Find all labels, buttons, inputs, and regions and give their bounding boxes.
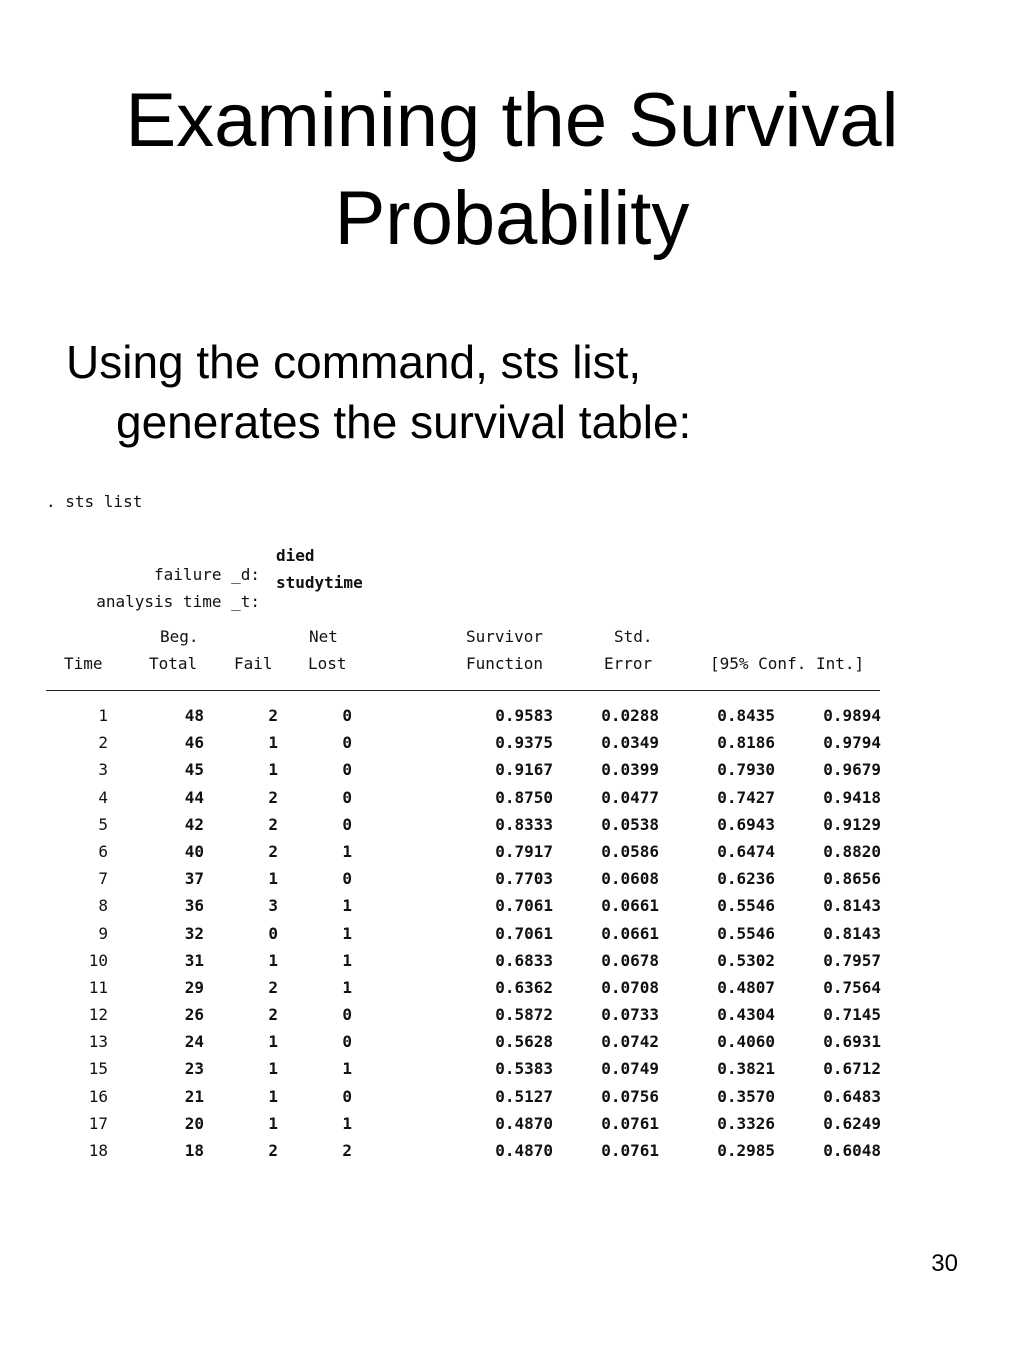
cell-time: 17 [88,1113,108,1133]
cell-std-error: 0.0608 [601,869,659,889]
table-row [46,784,896,811]
cell-survivor: 0.9583 [495,706,553,725]
cell-survivor: 0.9167 [495,760,553,780]
cell-fail: 1 [268,733,278,753]
cell-survivor: 0.5383 [495,1059,553,1079]
header-time: Time [64,654,103,673]
cell-total: 37 [184,869,204,889]
table-row [46,1083,896,1110]
cell-fail: 1 [268,760,278,780]
cell-ci-lower: 0.5302 [717,950,775,970]
cell-std-error: 0.0538 [601,814,659,834]
cell-fail: 2 [268,1141,278,1156]
cell-fail: 2 [268,706,278,725]
cell-survivor: 0.5872 [495,1005,553,1025]
cell-ci-lower: 0.3326 [717,1113,775,1133]
cell-survivor: 0.6833 [495,950,553,970]
cell-fail: 2 [268,814,278,834]
cell-total: 45 [184,760,204,780]
table-row [46,838,896,865]
cell-lost: 0 [342,1032,352,1052]
survival-table [46,702,896,1156]
cell-ci-lower: 0.8435 [717,706,775,725]
cell-survivor: 0.7703 [495,869,553,889]
slide-title [0,72,1024,268]
cell-fail: 2 [268,1005,278,1025]
cell-time: 6 [98,841,108,861]
cell-std-error: 0.0288 [601,706,659,725]
cell-time: 7 [98,869,108,889]
cell-fail: 2 [268,787,278,807]
cell-lost: 1 [342,1113,352,1133]
cell-lost: 0 [342,706,352,725]
cell-survivor: 0.7917 [495,841,553,861]
cell-std-error: 0.0761 [601,1113,659,1133]
cell-ci-upper: 0.9418 [823,787,881,807]
cell-time: 2 [98,733,108,753]
cell-survivor: 0.8750 [495,787,553,807]
table-row [46,1137,896,1156]
table-row [46,756,896,783]
table-row [46,974,896,1001]
slide-body [66,332,966,452]
cell-ci-lower: 0.6236 [717,869,775,889]
header-survivor: Survivor [466,627,544,646]
cell-time: 5 [98,814,108,834]
cell-fail: 1 [268,869,278,889]
cell-std-error: 0.0742 [601,1032,659,1052]
table-row [46,892,896,919]
cell-ci-lower: 0.4060 [717,1032,775,1052]
analysis-value: studytime [276,573,363,592]
cell-std-error: 0.0586 [601,841,659,861]
cell-lost: 1 [342,841,352,861]
cell-ci-upper: 0.6048 [823,1141,881,1156]
cell-fail: 3 [268,896,278,916]
cell-std-error: 0.0756 [601,1086,659,1106]
cell-ci-upper: 0.6712 [823,1059,881,1079]
cell-ci-lower: 0.2985 [717,1141,775,1156]
cell-ci-upper: 0.7957 [823,950,881,970]
body-line-1: Using the command, sts list, [66,336,642,388]
cell-lost: 0 [342,814,352,834]
cell-ci-upper: 0.8143 [823,896,881,916]
header-lost: Lost [308,654,347,673]
page-number: 30 [931,1250,958,1277]
cell-total: 26 [184,1005,204,1025]
cell-total: 42 [184,814,204,834]
cell-ci-upper: 0.8820 [823,841,881,861]
cell-lost: 1 [342,950,352,970]
header-fail: Fail [234,654,273,673]
cell-survivor: 0.7061 [495,923,553,943]
header-conf-int: [95% Conf. Int.] [710,654,865,673]
cell-ci-lower: 0.5546 [717,896,775,916]
cell-time: 16 [88,1086,108,1106]
cell-ci-upper: 0.7145 [823,1005,881,1025]
cell-lost: 0 [342,733,352,753]
cell-total: 20 [184,1113,204,1133]
cell-ci-upper: 0.9679 [823,760,881,780]
cell-ci-upper: 0.8656 [823,869,881,889]
cell-std-error: 0.0477 [601,787,659,807]
cell-time: 10 [88,950,108,970]
cell-time: 18 [88,1141,108,1156]
analysis-label: analysis time _t: [96,592,260,611]
cell-lost: 1 [342,977,352,997]
cell-lost: 1 [342,896,352,916]
cell-time: 4 [98,787,108,807]
cell-ci-lower: 0.3821 [717,1059,775,1079]
cell-survivor: 0.9375 [495,733,553,753]
cell-ci-lower: 0.7427 [717,787,775,807]
title-line-2: Probability [334,176,690,261]
cell-fail: 1 [268,1113,278,1133]
cell-fail: 0 [268,923,278,943]
cell-total: 23 [184,1059,204,1079]
cell-time: 11 [88,977,108,997]
cell-ci-upper: 0.8143 [823,923,881,943]
cell-lost: 0 [342,787,352,807]
cell-total: 36 [184,896,204,916]
cell-time: 12 [88,1005,108,1025]
cell-std-error: 0.0399 [601,760,659,780]
cell-time: 15 [88,1059,108,1079]
cell-ci-upper: 0.7564 [823,977,881,997]
cell-ci-upper: 0.6483 [823,1086,881,1106]
cell-total: 46 [184,733,204,753]
cell-lost: 1 [342,1059,352,1079]
cell-lost: 1 [342,923,352,943]
cell-total: 18 [184,1141,204,1156]
cell-time: 1 [98,706,108,725]
stata-output [46,488,896,1156]
cell-total: 48 [184,706,204,725]
cell-fail: 1 [268,1059,278,1079]
cell-survivor: 0.4870 [495,1141,553,1156]
cell-fail: 2 [268,841,278,861]
cell-total: 24 [184,1032,204,1052]
cell-time: 8 [98,896,108,916]
cell-fail: 1 [268,1086,278,1106]
header-std: Std. [614,627,653,646]
cell-ci-upper: 0.6249 [823,1113,881,1133]
cell-std-error: 0.0733 [601,1005,659,1025]
header-error: Error [604,654,653,673]
cell-ci-lower: 0.6474 [717,841,775,861]
cell-survivor: 0.5628 [495,1032,553,1052]
header-net: Net [309,627,338,646]
header-beg: Beg. [160,627,199,646]
cell-ci-lower: 0.5546 [717,923,775,943]
cell-survivor: 0.7061 [495,896,553,916]
table-row [46,702,896,729]
cell-fail: 1 [268,950,278,970]
cell-total: 31 [184,950,204,970]
header-total: Total [149,654,198,673]
cell-survivor: 0.8333 [495,814,553,834]
cell-ci-lower: 0.8186 [717,733,775,753]
command-line: . sts list [46,492,143,511]
cell-survivor: 0.4870 [495,1113,553,1133]
cell-time: 9 [98,923,108,943]
cell-lost: 0 [342,1005,352,1025]
cell-ci-lower: 0.7930 [717,760,775,780]
cell-total: 32 [184,923,204,943]
cell-time: 13 [88,1032,108,1052]
cell-time: 3 [98,760,108,780]
cell-fail: 2 [268,977,278,997]
cell-ci-lower: 0.4304 [717,1005,775,1025]
cell-std-error: 0.0661 [601,923,659,943]
cell-survivor: 0.5127 [495,1086,553,1106]
cell-total: 40 [184,841,204,861]
cell-ci-upper: 0.9894 [823,706,881,725]
cell-ci-upper: 0.9129 [823,814,881,834]
table-row [46,729,896,756]
cell-total: 29 [184,977,204,997]
cell-lost: 0 [342,760,352,780]
table-row [46,811,896,838]
cell-survivor: 0.6362 [495,977,553,997]
cell-ci-upper: 0.9794 [823,733,881,753]
cell-ci-lower: 0.6943 [717,814,775,834]
cell-std-error: 0.0661 [601,896,659,916]
cell-lost: 2 [342,1141,352,1156]
cell-fail: 1 [268,1032,278,1052]
cell-ci-upper: 0.6931 [823,1032,881,1052]
cell-total: 21 [184,1086,204,1106]
cell-total: 44 [184,787,204,807]
cell-std-error: 0.0708 [601,977,659,997]
cell-lost: 0 [342,869,352,889]
cell-ci-lower: 0.3570 [717,1086,775,1106]
table-row [46,920,896,947]
cell-std-error: 0.0749 [601,1059,659,1079]
cell-std-error: 0.0678 [601,950,659,970]
body-line-2: generates the survival table: [116,396,692,448]
header-function: Function [466,654,544,673]
cell-ci-lower: 0.4807 [717,977,775,997]
cell-lost: 0 [342,1086,352,1106]
failure-row [46,546,276,584]
table-row [46,947,896,974]
table-row [46,1055,896,1082]
table-row [46,1110,896,1137]
failure-value: died [276,546,315,565]
header-rule [46,690,880,691]
failure-label: failure _d: [154,565,260,584]
table-row [46,1001,896,1028]
table-row [46,865,896,892]
title-line-1: Examining the Survival [125,78,899,163]
cell-std-error: 0.0349 [601,733,659,753]
table-row [46,1028,896,1055]
cell-std-error: 0.0761 [601,1141,659,1156]
analysis-row [46,573,276,611]
